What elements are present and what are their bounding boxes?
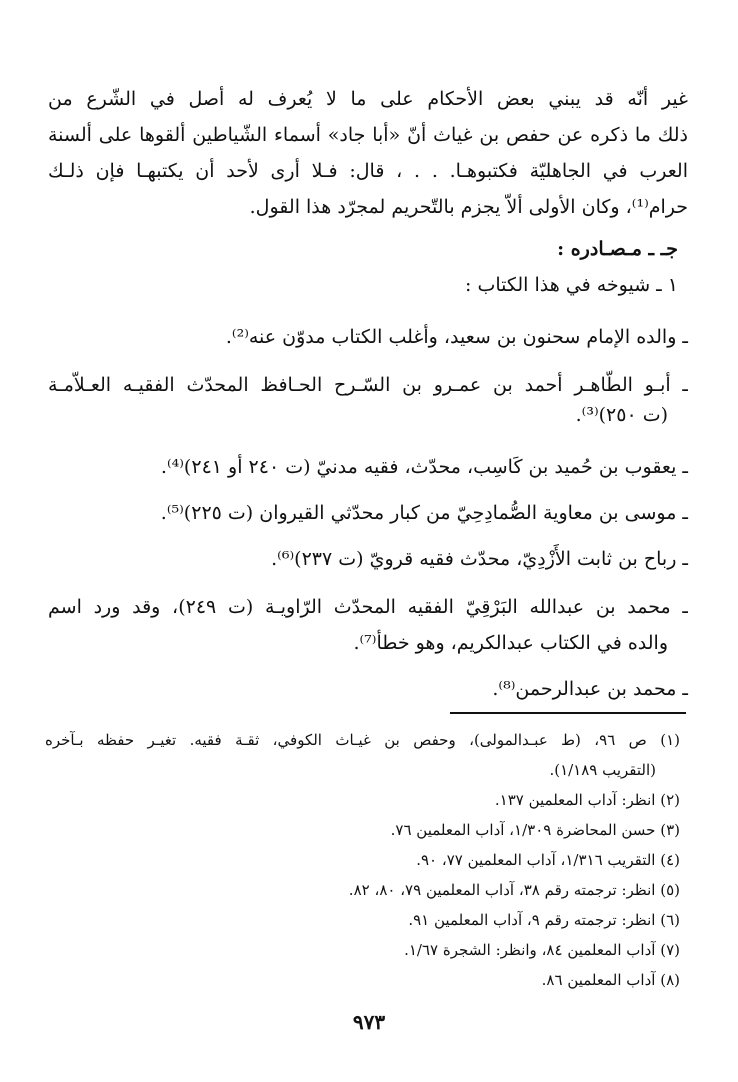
page-number: ٩٧٣	[352, 1010, 386, 1034]
paragraph-line: العرب في الجاهليّة فكتبوهـا. . . ، قال: فـلا أرى لأحد أن يكتبهـا فإن ذلـك	[48, 160, 688, 182]
footnote: (٢) انظر: آداب المعلمين ١٣٧.	[494, 791, 680, 809]
footnote: (٣) حسن المحاضرة ١/٣٠٩، آداب المعلمين ٧٦.	[390, 821, 680, 839]
footnote-divider	[450, 712, 686, 714]
footnote: (٨) آداب المعلمين ٨٦.	[541, 971, 680, 989]
teacher-item: ـ محمد بن عبدالرحمن⁽⁸⁾.	[492, 678, 688, 700]
subsection-heading: ١ ـ شيوخه في هذا الكتاب :	[465, 274, 678, 296]
paragraph-line: غير أنّه قد يبني بعض الأحكام على ما لا يُعرف له أصل في الشّرع من	[48, 88, 688, 110]
teacher-item: ـ محمد بن عبدالله البَرْقِيّ الفقيه المحدّث الرّاويـة (ت ٢٤٩)، وقد ورد اسم	[48, 596, 688, 618]
footnote: (١) ص ٩٦، (ط عبـدالمولى)، وحفص بن غيـاث الكوفي، ثقـة فقيه. تغيـر حفظه بـآخره	[45, 731, 680, 749]
footnote: (٤) التقريب ١/٣١٦، آداب المعلمين ٧٧، ٩٠.	[416, 851, 680, 869]
footnote: (٦) انظر: ترجمته رقم ٩، آداب المعلمين ٩١.	[408, 911, 680, 929]
teacher-item-continuation: والده في الكتاب عبدالكريم، وهو خطأ⁽⁷⁾.	[353, 632, 668, 654]
paragraph-line: ذلك ما ذكره عن حفص بن غياث أنّ «أبا جاد» أسماء الشّياطين ألقوها على ألسنة	[48, 124, 688, 146]
teacher-item: ـ أبـو الطّاهـر أحمد بن عمـرو بن السّـرح الحـافظ المحدّث الفقيـه العـلاّمـة	[48, 374, 688, 396]
footnote: (٥) انظر: ترجمته رقم ٣٨، آداب المعلمين ٧٩، ٨٠، ٨٢.	[348, 881, 680, 899]
section-heading: جـ ـ مـصـادره :	[557, 238, 678, 260]
footnote: (٧) آداب المعلمين ٨٤، وانظر: الشجرة ١/٦٧.	[404, 941, 680, 959]
teacher-item: ـ موسى بن معاوية الصُّمادِحِيّ من كبار محدّثي القيروان (ت ٢٢٥)⁽⁵⁾.	[160, 502, 688, 524]
teacher-item: ـ رباح بن ثابت الأَزْدِيّ، محدّث فقيه قرويّ (ت ٢٣٧)⁽⁶⁾.	[271, 548, 688, 570]
paragraph-line: حرام⁽¹⁾، وكان الأولى ألاّ يجزم بالتّحريم لمجرّد هذا القول.	[249, 196, 688, 218]
teacher-item: ـ يعقوب بن حُميد بن كَاسِب، محدّث، فقيه مدنيّ (ت ٢٤٠ أو ٢٤١)⁽⁴⁾.	[160, 456, 688, 478]
teacher-item: ـ والده الإمام سحنون بن سعيد، وأغلب الكتاب مدوّن عنه⁽²⁾.	[225, 326, 688, 348]
teacher-item-continuation: (ت ٢٥٠)⁽³⁾.	[575, 404, 668, 426]
footnote-continuation: (التقريب ١/١٨٩).	[549, 761, 656, 779]
